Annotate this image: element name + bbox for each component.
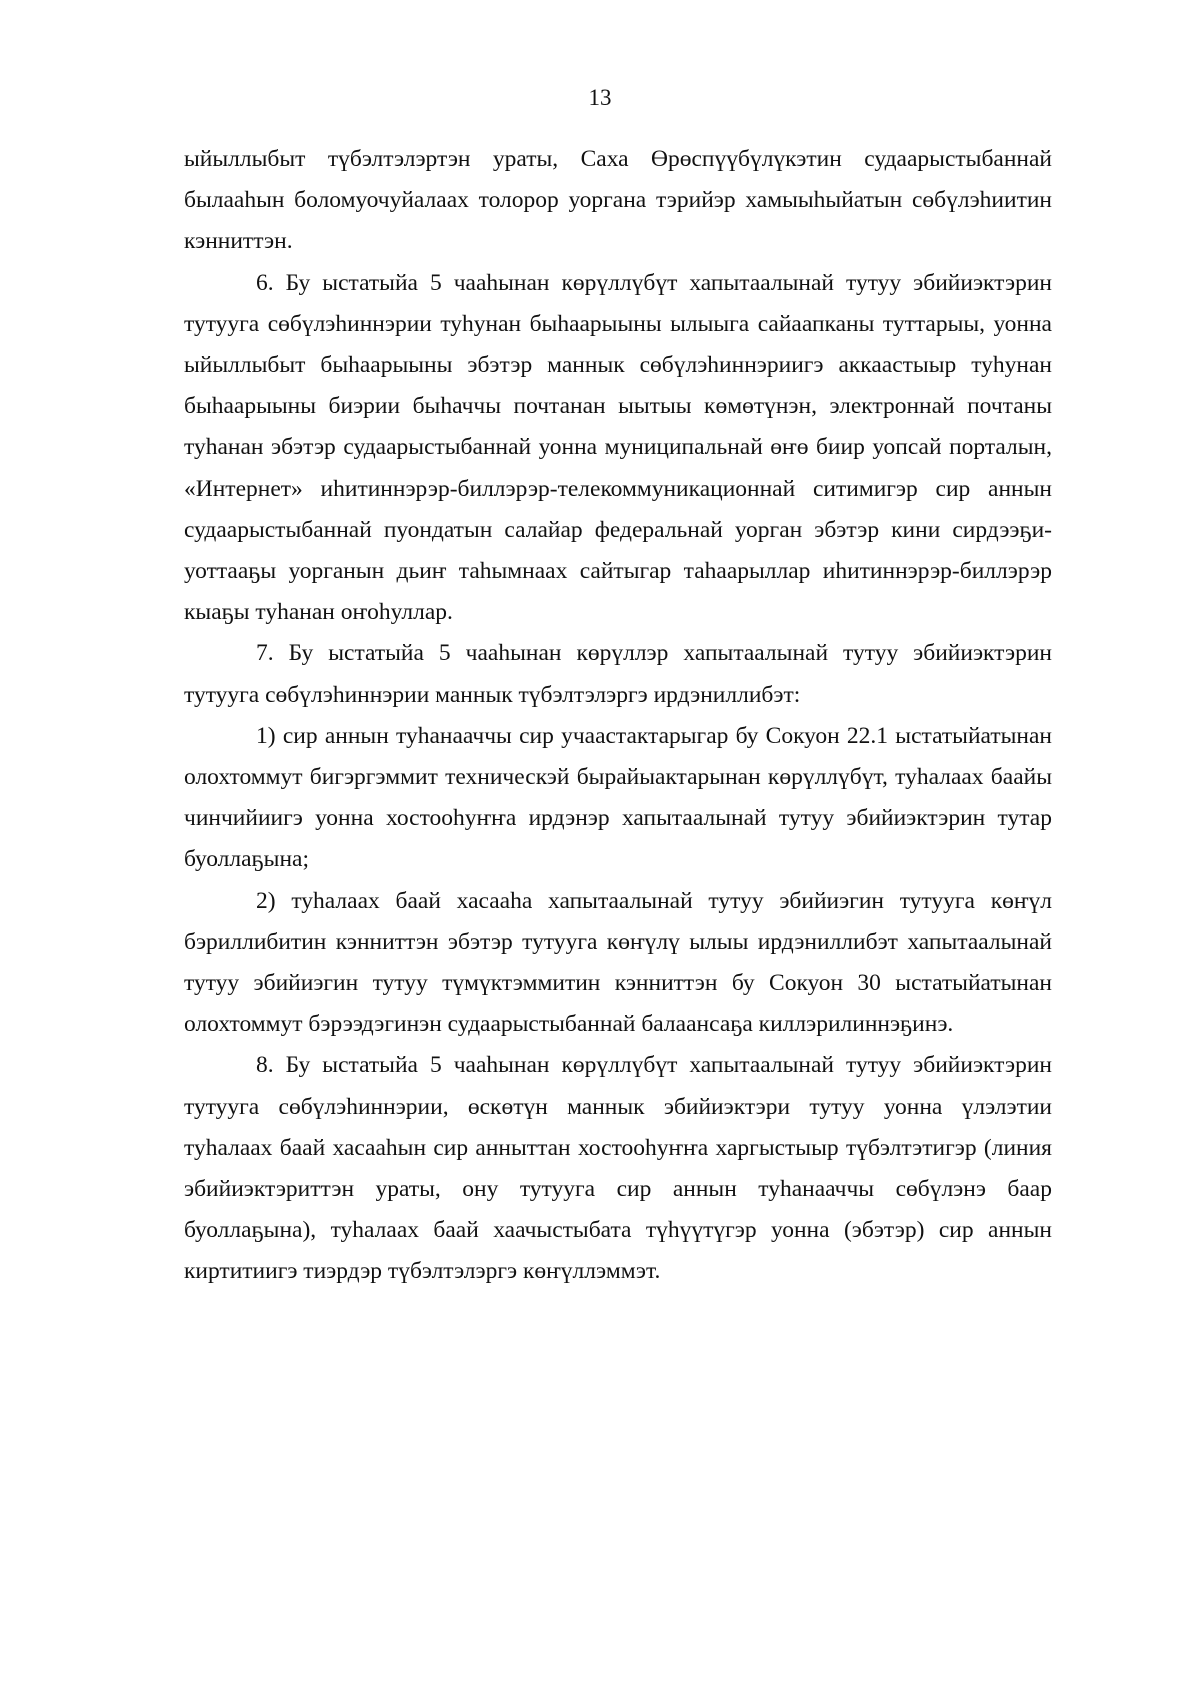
paragraph-7-item-2: 2) туһалаах баай хасааһа хапытаалынай тутуу эбийиэгин тутууга көҥүл бэриллибитин кэнниттэн эбэтэр тутууга көҥүлү ылыы ирдэниллибэт хапытаалынай тутуу эбийиэгин тутуу түмүктэммитин кэнниттэн бу Сокуон 30 ыстатыйатынан олохтоммут бэрээдэгинэн судаарыстыбаннай балаансаҕа киллэрилиннэҕинэ. bbox=[184, 887, 1052, 1038]
paragraph-intro-continuation: ыйыллыбыт түбэлтэлэртэн ураты, Саха Өрөспүүбүлүкэтин судаарыстыбаннай былааһын боломуочуйалаах толорор уоргана тэрийэр хамыыһыйатын сөбүлэһиитин кэнниттэн. bbox=[184, 146, 1052, 255]
paragraph-8: 8. Бу ыстатыйа 5 чааһынан көрүллүбүт хапытаалынай тутуу эбийиэктэрин тутууга сөбүлэһиннэрии, өскөтүн маннык эбийиэктэри тутуу уонна үлэлэтии туһалаах баай хасааһын сир анныттан хостооһуҥҥа харгыстыыр түбэлтэтигэр (линия эбийиэктэриттэн ураты, ону тутууга сир аннын туһанааччы сөбүлэнэ баар буоллаҕына), туһалаах баай хаачыстыбата түһүүтүгэр уонна (эбэтэр) сир аннын киртитиигэ тиэрдэр түбэлтэлэргэ көҥүллэммэт. bbox=[184, 1052, 1052, 1285]
page-number: 13 bbox=[588, 85, 612, 110]
paragraph-6: 6. Бу ыстатыйа 5 чааһынан көрүллүбүт хапытаалынай тутуу эбийиэктэрин тутууга сөбүлэһиннэрии туһунан быһаарыыны ылыыга сайаапканы туттарыы, уонна ыйыллыбыт быһаарыыны эбэтэр маннык сөбүлэһиннэриигэ аккаастыыр туһунан быһаарыыны биэрии быһаччы почтанан ыытыы көмөтүнэн, электроннай почтаны туһанан эбэтэр судаарыстыбаннай уонна муниципальнай өҥө биир уопсай порталын, «Интернет» иһитиннэрэр-биллэрэр-телекоммуникационнай ситимигэр сир аннын судаарыстыбаннай пуондатын салайар федеральнай уорган эбэтэр кини сирдээҕи-уоттааҕы уорганын дьиҥ таһымнаах сайтыгар таһаарыллар иһитиннэрэр-биллэрэр кыаҕы туһанан оҥоһуллар. bbox=[184, 269, 1052, 626]
paragraph-7-item-1: 1) сир аннын туһанааччы сир учаастактарыгар бу Сокуон 22.1 ыстатыйатынан олохтоммут бигэргэммит техническэй бырайыактарынан көрүллүбүт, туһалаах баайы чинчийиигэ уонна хостооһуҥҥа ирдэнэр хапытаалынай тутуу эбийиэктэрин тутар буоллаҕына; bbox=[184, 722, 1052, 873]
paragraph-7: 7. Бу ыстатыйа 5 чааһынан көрүллэр хапытаалынай тутуу эбийиэктэрин тутууга сөбүлэһиннэрии маннык түбэлтэлэргэ ирдэниллибэт: bbox=[184, 640, 1052, 708]
document-body bbox=[184, 139, 1052, 1293]
